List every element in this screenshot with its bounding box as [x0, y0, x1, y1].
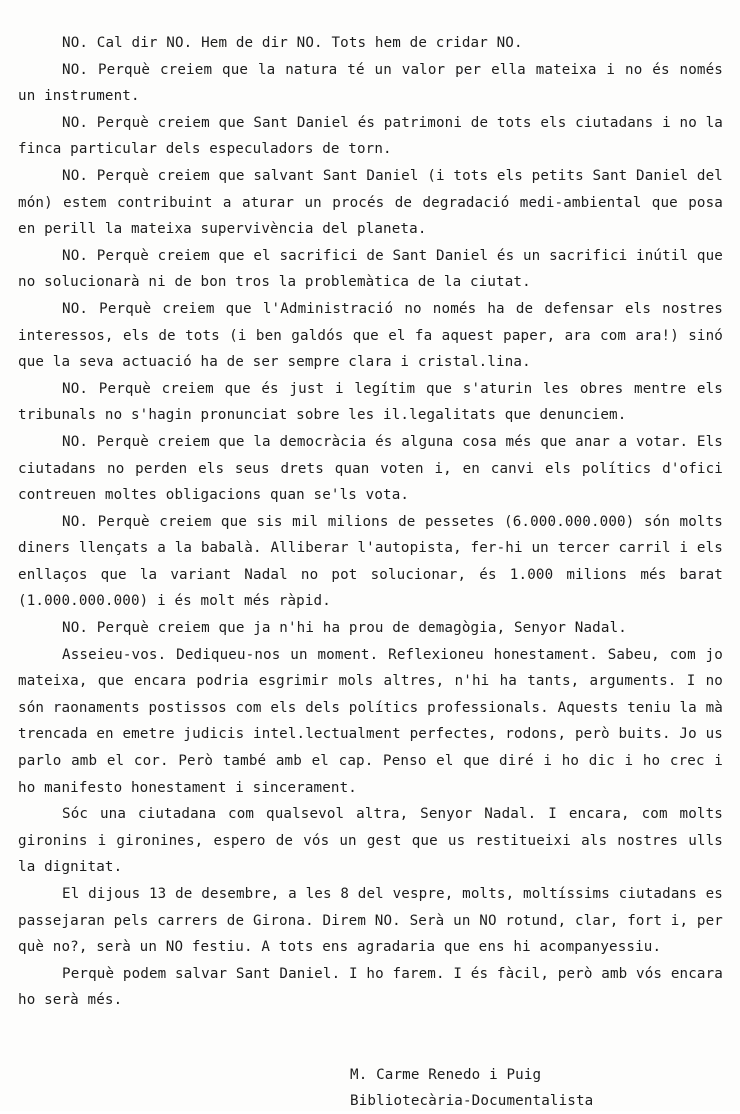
paragraph: NO. Perquè creiem que la democràcia és alguna cosa més que anar a votar. Els ciutadans no perden els seus drets quan voten i, en canvi els polítics d'ofici contreuen moltes obligacions quan se'ls vota.: [18, 433, 723, 504]
paragraph: NO. Perquè creiem que ja n'hi ha prou de demagògia, Senyor Nadal.: [62, 620, 627, 637]
paragraph: NO. Perquè creiem que sis mil milions de pessetes (6.000.000.000) són molts diners llençats a la babalà. Alliberar l'autopista, fer-hi un tercer carril i els enllaços que la variant Nadal no pot solucionar, és 1.000 milions més barat (1.000.000.000) i és molt més ràpid.: [18, 513, 723, 610]
paragraph: NO. Cal dir NO. Hem de dir NO. Tots hem de cridar NO.: [62, 35, 523, 51]
paragraph: Perquè podem salvar Sant Daniel. I ho farem. I és fàcil, però amb vós encara ho serà més.: [18, 965, 723, 1009]
paragraph: NO. Perquè creiem que la natura té un valor per ella mateixa i no és només un instrument.: [18, 61, 723, 105]
letter-body: [18, 30, 723, 1014]
paragraph: NO. Perquè creiem que és just i legítim que s'aturin les obres mentre els tribunals no s'hagin pronunciat sobre les il.legalitats que denunciem.: [18, 380, 723, 424]
paragraph: El dijous 13 de desembre, a les 8 del vespre, molts, moltíssims ciutadans es passejaran pels carrers de Girona. Direm NO. Serà un NO rotund, clar, fort i, per què no?, serà un NO festiu. A tots ens agradaria que ens hi acompanyessiu.: [18, 886, 723, 956]
paragraph: Asseieu-vos. Dediqueu-nos un moment. Reflexioneu honestament. Sabeu, com jo mateixa, que encara podria esgrimir mols altres, n'hi ha tants, arguments. I no són raonaments postissos com els dels polítics professionals. Aquests teniu la mà trencada en emetre judicis intel.lectualment perfectes, rodons, però buits. Jo us parlo amb el cor. Però també amb el cap. Penso el que diré i ho dic i ho crec i ho manifesto honestament i sincerament.: [18, 646, 723, 796]
paragraph: NO. Perquè creiem que salvant Sant Daniel (i tots els petits Sant Daniel del món) estem contribuint a aturar un procés de degradació medi-ambiental que posa en perill la mateixa supervivència del planeta.: [18, 167, 723, 238]
paragraph: Sóc una ciutadana com qualsevol altra, Senyor Nadal. I encara, com molts gironins i gironines, espero de vós un gest que us restitueixi als nostres ulls la dignitat.: [18, 806, 723, 876]
signature-block: [350, 1062, 593, 1114]
signature-name: M. Carme Renedo i Puig: [350, 1067, 542, 1083]
signature-title: Bibliotecària-Documentalista: [350, 1093, 594, 1109]
paragraph: NO. Perquè creiem que el sacrifici de Sant Daniel és un sacrifici inútil que no solucionarà ni de bon tros la problemàtica de la ciutat.: [18, 247, 723, 291]
paragraph: NO. Perquè creiem que Sant Daniel és patrimoni de tots els ciutadans i no la finca particular dels especuladors de torn.: [18, 114, 723, 158]
paragraph: NO. Perquè creiem que l'Administració no només ha de defensar els nostres interessos, els de tots (i ben galdós que el fa aquest paper, ara com ara!) sinó que la seva actuació ha de ser sempre clara i cristal.lina.: [18, 300, 723, 371]
